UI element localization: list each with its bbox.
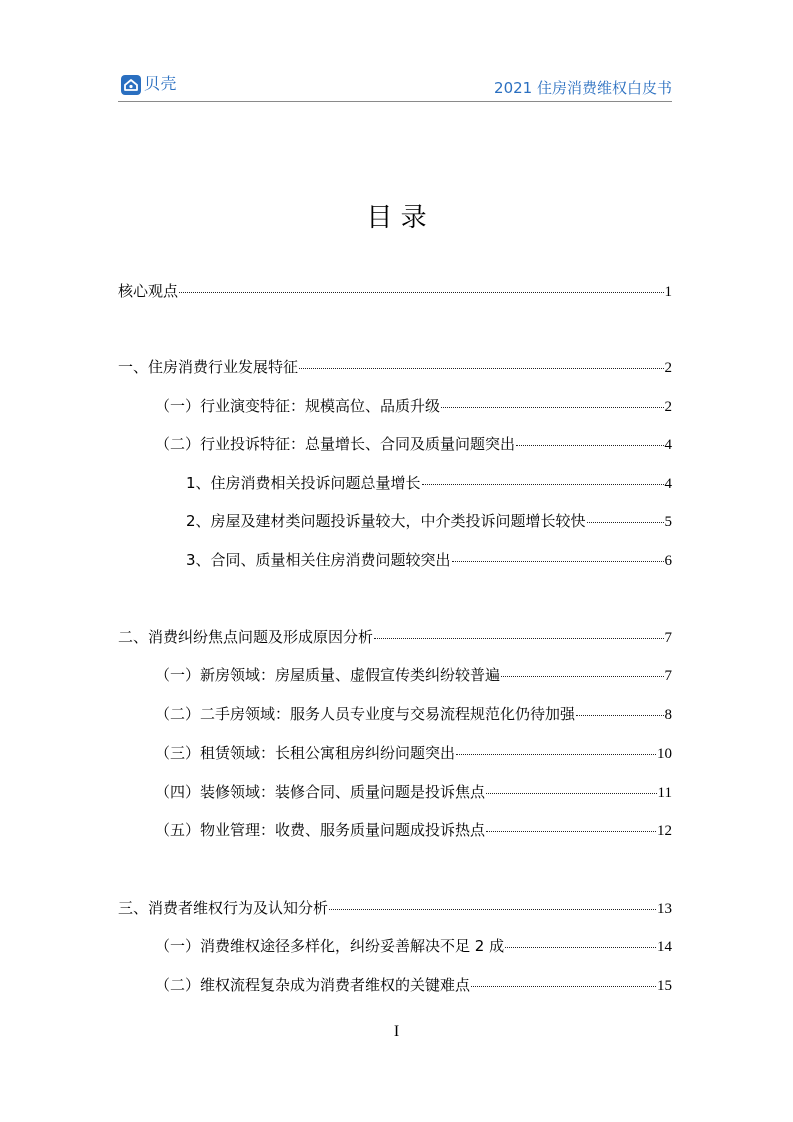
toc-entry[interactable] [155, 432, 672, 456]
toc-entry-title: （二）维权流程复杂成为消费者维权的关键难点 [155, 976, 471, 994]
toc-leader [456, 753, 656, 755]
toc-entry-title: 3、合同、质量相关住房消费问题较突出 [186, 551, 451, 569]
toc-entry-page: 15 [657, 978, 672, 994]
toc-entry-title: 核心观点 [118, 282, 179, 300]
toc-entry-page: 2 [664, 399, 672, 415]
toc-entry[interactable] [155, 934, 672, 958]
toc-entry-page: 7 [664, 668, 672, 684]
toc-heading: 目 录 [366, 203, 427, 233]
beike-logo-icon [121, 75, 141, 95]
toc-entry-page: 4 [664, 476, 672, 492]
toc-entry-title: （二）行业投诉特征：总量增长、合同及质量问题突出 [155, 435, 516, 453]
toc-entry-title: （一）消费维权途径多样化，纠纷妥善解决不足 2 成 [155, 937, 505, 955]
toc-entry[interactable] [186, 509, 672, 533]
toc-leader [471, 985, 656, 987]
toc-leader [516, 444, 663, 446]
toc-entry-page: 5 [664, 514, 672, 530]
brand-logo [121, 75, 177, 95]
toc-entry-title: （二）二手房领域：服务人员专业度与交易流程规范化仍待加强 [155, 705, 576, 723]
toc-entry-page: 10 [657, 746, 672, 762]
toc-entry[interactable] [118, 896, 672, 920]
toc-entry-title: （三）租赁领域：长租公寓租房纠纷问题突出 [155, 744, 456, 762]
toc-entry[interactable] [155, 780, 672, 804]
toc-entry-title: （五）物业管理：收费、服务质量问题成投诉热点 [155, 821, 486, 839]
toc-entry-page: 13 [657, 901, 672, 917]
toc-entry-page: 8 [664, 707, 672, 723]
toc-entry-title: 二、消费纠纷焦点问题及形成原因分析 [118, 628, 374, 646]
page-number: I [393, 1023, 400, 1040]
toc-entry-page: 7 [664, 630, 672, 646]
document-title: 2021 住房消费维权白皮书 [494, 79, 672, 97]
toc-entry[interactable] [155, 741, 672, 765]
toc-entry[interactable] [186, 548, 672, 572]
toc-leader [441, 406, 663, 408]
toc-leader [422, 483, 664, 485]
toc-leader [501, 675, 663, 677]
toc-leader [374, 637, 663, 639]
toc-entry-title: 一、住房消费行业发展特征 [118, 358, 299, 376]
toc-entry[interactable] [155, 702, 672, 726]
toc-entry-title: （一）新房领域：房屋质量、虚假宣传类纠纷较普遍 [155, 666, 501, 684]
toc-leader [576, 714, 663, 716]
toc-entry[interactable] [118, 279, 672, 303]
toc-leader [505, 946, 656, 948]
toc-leader [452, 560, 664, 562]
header-divider [118, 101, 672, 102]
toc-entry-title: （四）装修领域：装修合同、质量问题是投诉焦点 [155, 783, 486, 801]
toc-entry[interactable] [155, 818, 672, 842]
toc-entry[interactable] [155, 973, 672, 997]
toc-entry-page: 2 [664, 360, 672, 376]
toc-entry[interactable] [118, 625, 672, 649]
toc-entry-page: 11 [657, 785, 672, 801]
toc-entry-title: （一）行业演变特征：规模高位、品质升级 [155, 397, 441, 415]
toc-entry-title: 2、房屋及建材类问题投诉量较大，中介类投诉问题增长较快 [186, 512, 586, 530]
toc-entry[interactable] [155, 663, 672, 687]
toc-entry-page: 14 [657, 939, 672, 955]
toc-entry-page: 12 [657, 823, 672, 839]
toc-entry[interactable] [155, 394, 672, 418]
toc-entry-page: 6 [664, 553, 672, 569]
toc-leader [299, 367, 663, 369]
toc-leader [486, 792, 657, 794]
toc-leader [587, 521, 664, 523]
toc-entry-page: 1 [664, 284, 672, 300]
toc-leader [329, 908, 656, 910]
toc-leader [179, 291, 663, 293]
toc-leader [486, 830, 656, 832]
toc-entry-title: 三、消费者维权行为及认知分析 [118, 899, 329, 917]
toc-entry[interactable] [186, 471, 672, 495]
brand-name: 贝壳 [144, 74, 178, 93]
toc-entry-title: 1、住房消费相关投诉问题总量增长 [186, 474, 421, 492]
toc-entry-page: 4 [664, 437, 672, 453]
page-header [118, 68, 672, 102]
toc-entry[interactable] [118, 355, 672, 379]
